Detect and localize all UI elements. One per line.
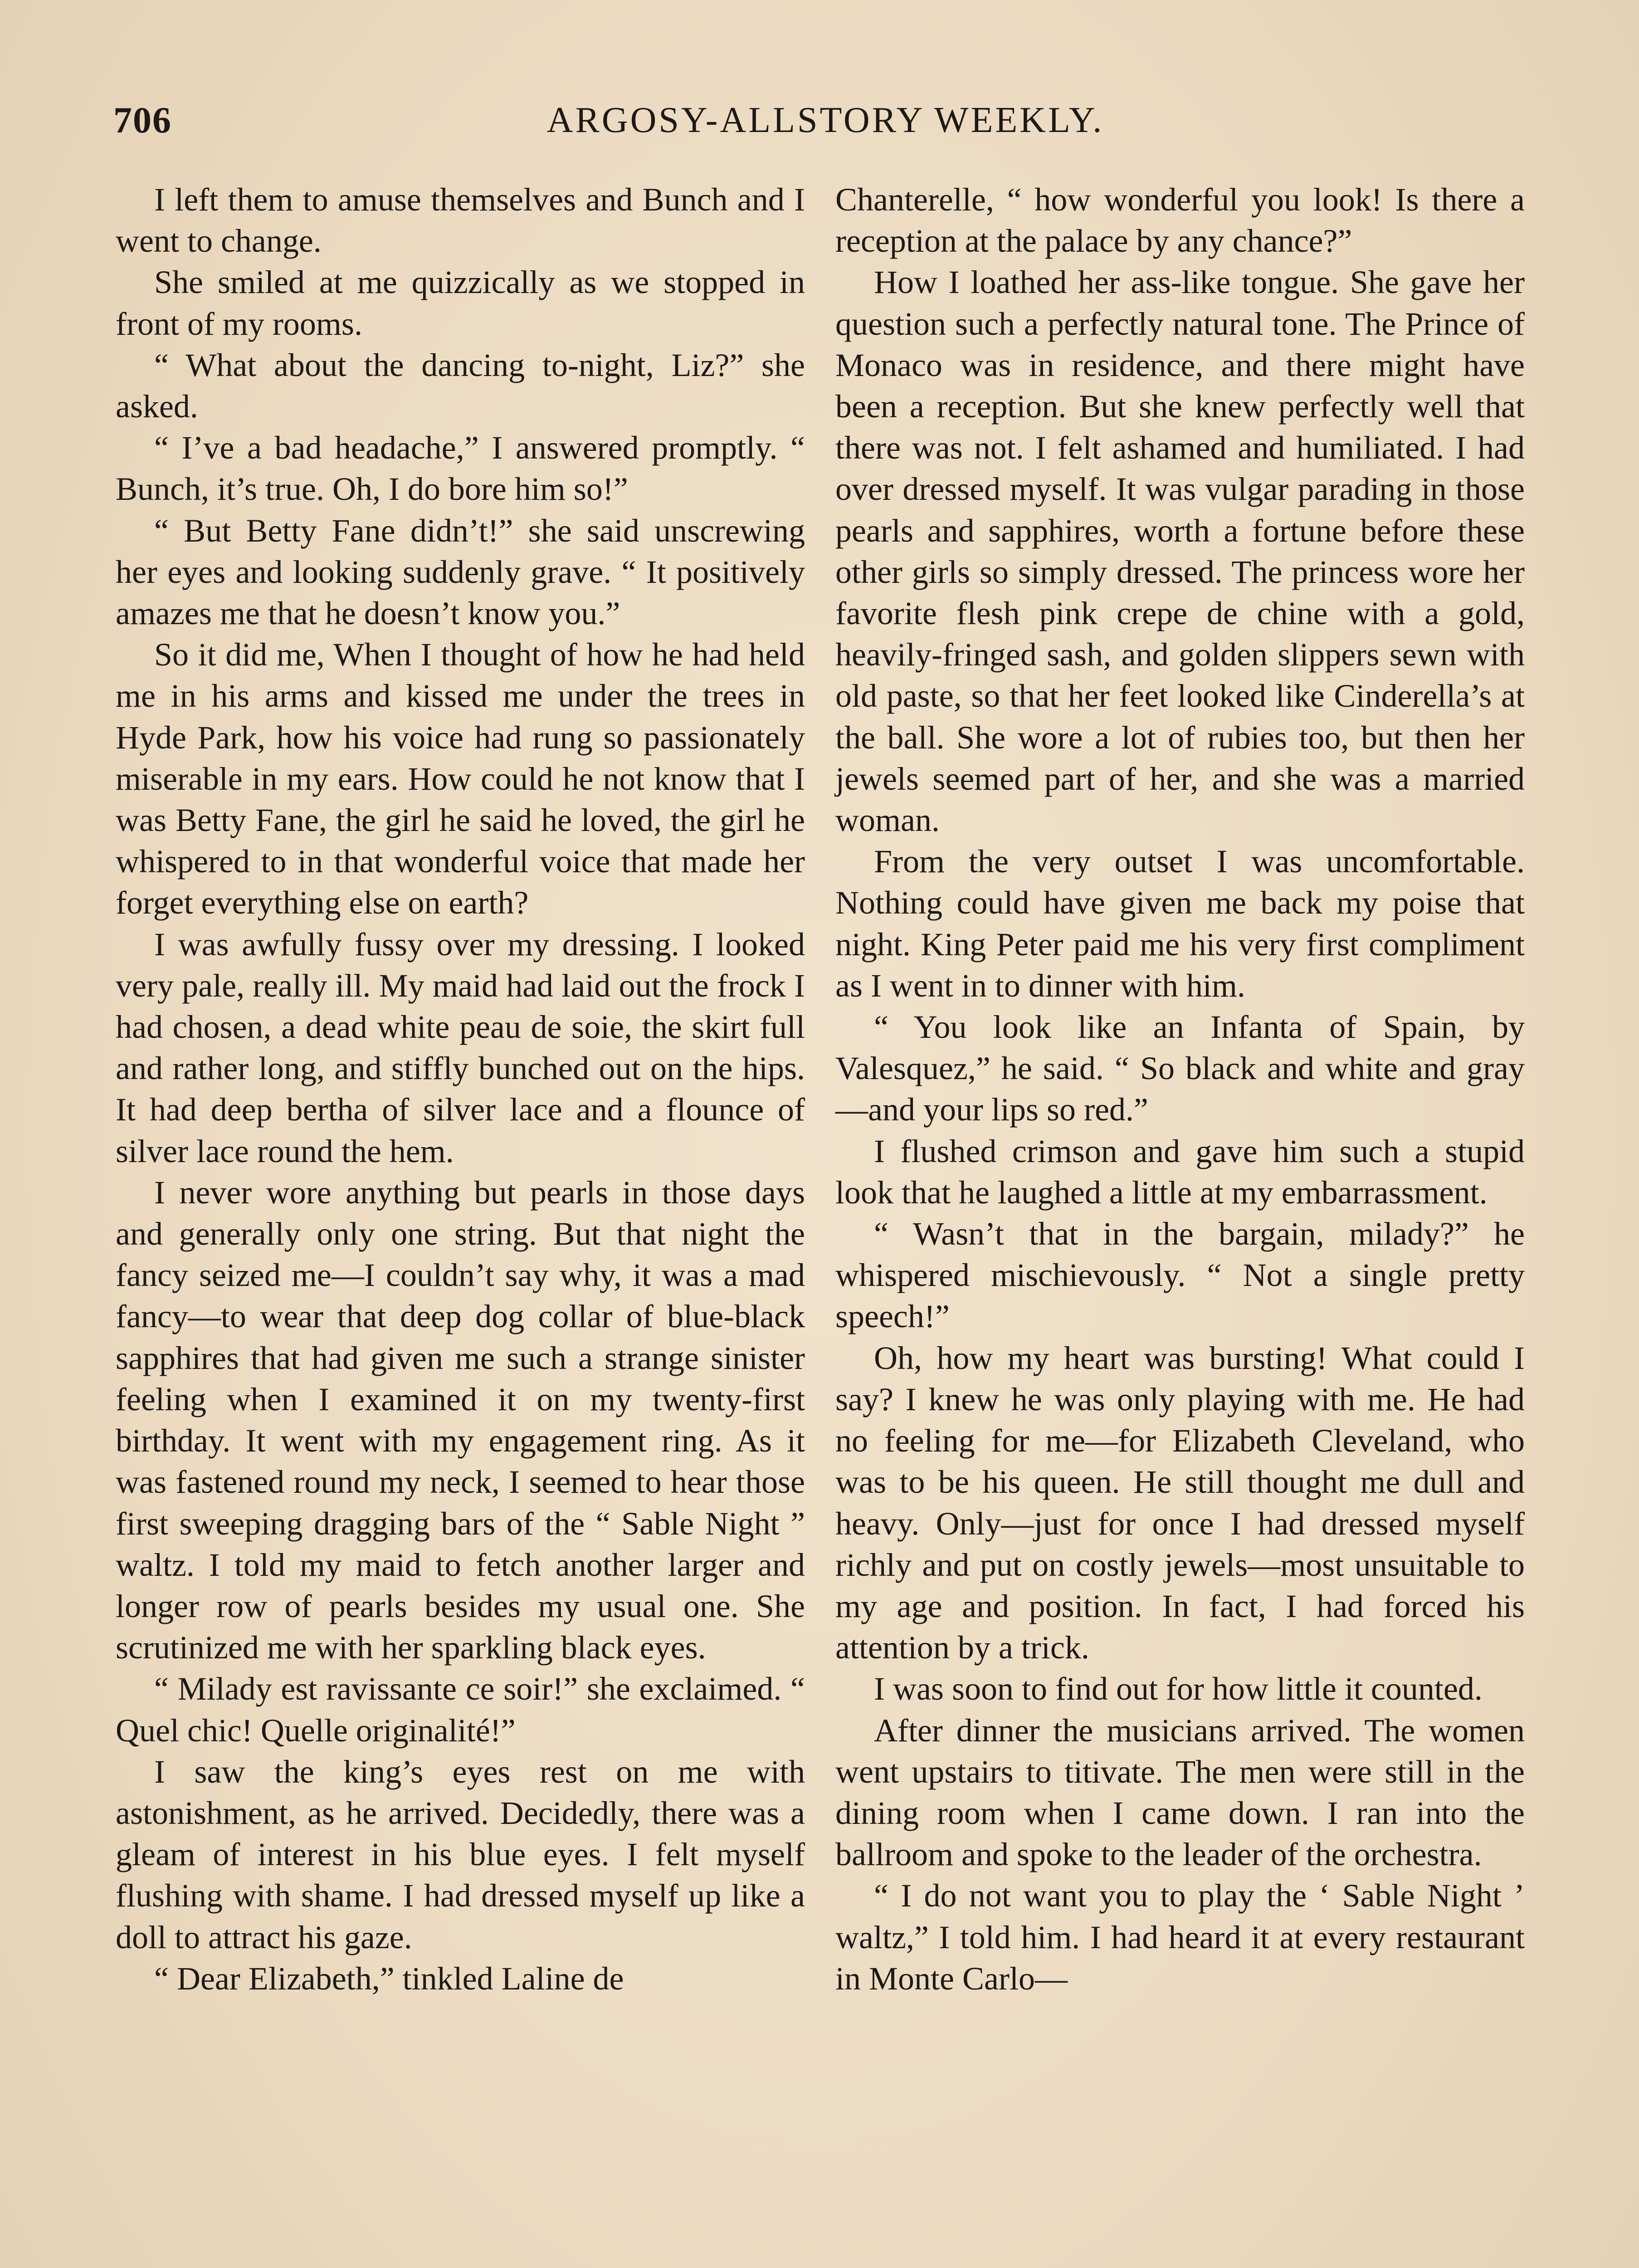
- paragraph: She smiled at me quizzically as we stopped in front of my rooms.: [116, 264, 805, 342]
- paragraph: “ Milady est ravissante ce soir!” she exclaimed. “ Quel chic! Quelle originalité!”: [116, 1671, 805, 1749]
- paragraph: I never wore anything but pearls in those days and generally only one string. But that night the fancy seized me—I couldn’t say why, it was a mad fancy—to wear that deep dog collar of blue-black sapphires that had given me such a strange sinister feeling when I examined it on my twenty-first birthday. It went with my engagement ring. As it was fastened round my neck, I seemed to hear those first sweeping dragging bars of the “ Sable Night ” waltz. I told my maid to fetch another larger and longer row of pearls besides my usual one. She scrutinized me with her sparkling black eyes.: [116, 1174, 805, 1666]
- paragraph: “ What about the dancing to-night, Liz?” she asked.: [116, 347, 805, 425]
- paragraph-continued: Chanterelle, “ how wonderful you look! Is there a reception at the palace by any chance?”: [835, 181, 1525, 259]
- paragraph: I was awfully fussy over my dressing. I looked very pale, really ill. My maid had laid out the frock I had chosen, a dead white peau de soie, the skirt full and rather long, and stiffly bunched out on the hips. It had deep bertha of silver lace and a flounce of silver lace round the hem.: [116, 926, 805, 1169]
- paragraph: “ Wasn’t that in the bargain, milady?” he whispered mischievously. “ Not a single pretty speech!”: [835, 1216, 1525, 1335]
- paragraph: After dinner the musicians arrived. The women went upstairs to titivate. The men were still in the dining room when I came down. I ran into the ballroom and spoke to the leader of the orchestra.: [835, 1712, 1525, 1873]
- left-column: [116, 179, 805, 1999]
- right-column: [835, 179, 1525, 1999]
- paragraph: “ But Betty Fane didn’t!” she said unscrewing her eyes and looking suddenly grave. “ It positively amazes me that he doesn’t know you.”: [116, 512, 805, 632]
- page-number: 706: [113, 99, 172, 141]
- paragraph: I left them to amuse themselves and Bunch and I went to change.: [116, 181, 805, 259]
- paragraph: “ I do not want you to play the ‘ Sable Night ’ waltz,” I told him. I had heard it at every restaurant in Monte Carlo—: [835, 1877, 1525, 1997]
- paragraph: From the very outset I was uncomfortable. Nothing could have given me back my poise that night. King Peter paid me his very first compliment as I went in to dinner with him.: [835, 843, 1525, 1004]
- paragraph: “ Dear Elizabeth,” tinkled Laline de: [154, 1960, 624, 1997]
- paragraph: So it did me, When I thought of how he had held me in his arms and kissed me under the trees in Hyde Park, how his voice had rung so passionately miserable in my ears. How could he not know that I was Betty Fane, the girl he said he loved, the girl he whispered to in that wonderful voice that made her forget everything else on earth?: [116, 636, 805, 921]
- paragraph: “ I’ve a bad headache,” I answered promptly. “ Bunch, it’s true. Oh, I do bore him so!”: [116, 430, 805, 508]
- paragraph: “ You look like an Infanta of Spain, by Valesquez,” he said. “ So black and white and gray—and your lips so red.”: [835, 1009, 1525, 1128]
- paragraph: I saw the king’s eyes rest on me with astonishment, as he arrived. Decidedly, there was a gleam of interest in his blue eyes. I felt myself flushing with shame. I had dressed myself up like a doll to attract his gaze.: [116, 1753, 805, 1955]
- running-head: ARGOSY-ALLSTORY WEEKLY.: [546, 100, 1104, 140]
- paragraph: Oh, how my heart was bursting! What could I say? I knew he was only playing with me. He had no feeling for me—for Elizabeth Cleveland, who was to be his queen. He still thought me dull and heavy. Only—just for once I had dressed myself richly and put on costly jewels—most unsuitable to my age and position. In fact, I had forced his attention by a trick.: [835, 1339, 1525, 1666]
- page-header: [113, 93, 1537, 147]
- paragraph: How I loathed her ass-like tongue. She gave her question such a perfectly natural tone. The Prince of Monaco was in residence, and there might have been a reception. But she knew perfectly well that there was not. I felt ashamed and humiliated. I had over dressed myself. It was vulgar parading in those pearls and sapphires, worth a fortune before these other girls so simply dressed. The princess wore her favorite flesh pink crepe de chine with a gold, heavily-fringed sash, and golden slippers sewn with old paste, so that her feet looked like Cinderella’s at the ball. She wore a lot of rubies too, but then her jewels seemed part of her, and she was a married woman.: [835, 264, 1525, 839]
- paragraph: I was soon to find out for how little it counted.: [874, 1671, 1483, 1707]
- paragraph: I flushed crimson and gave him such a stupid look that he laughed a little at my embarrassment.: [835, 1133, 1525, 1211]
